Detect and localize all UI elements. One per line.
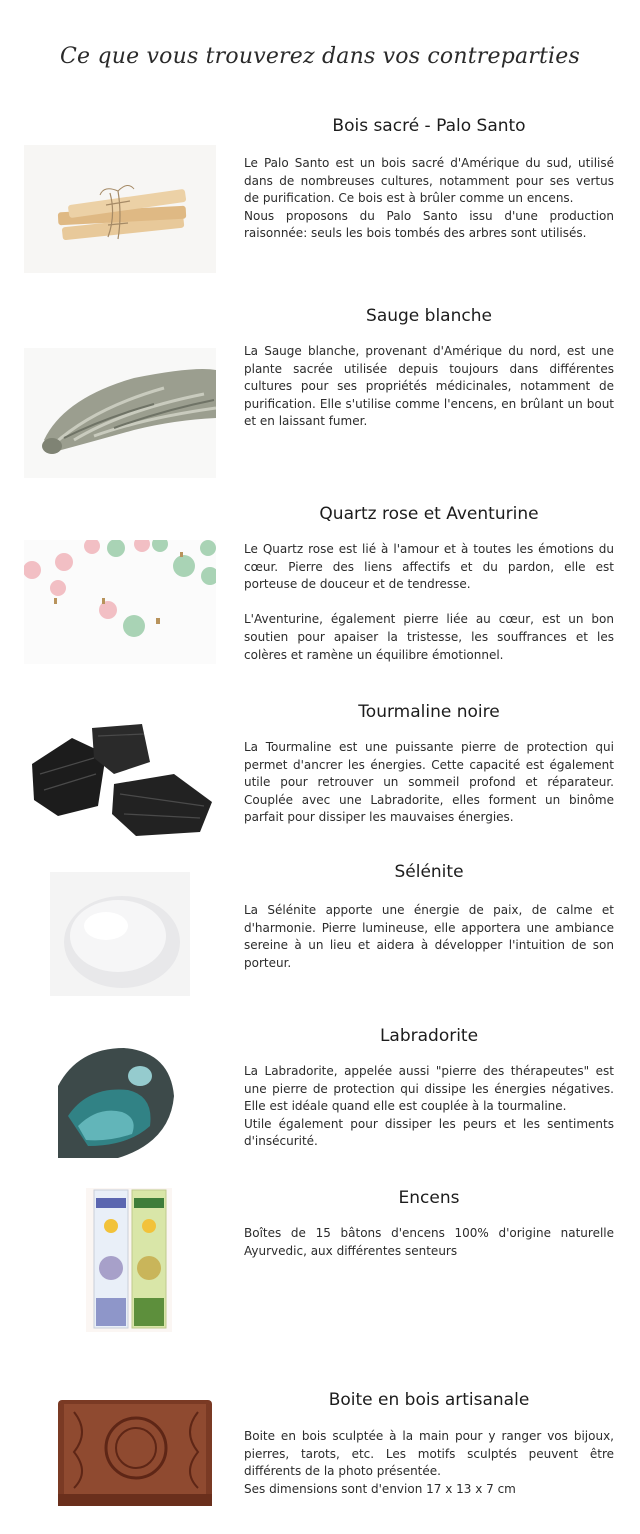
- section-text: Le Quartz rose est lié à l'amour et à toutes les émotions du cœur. Pierre des liens affectifs et du pardon, elle est porteuse de douceur et de tendresse. L'Aventurine, également pierre liée au cœur, est un bon soutien pour apaiser la tristesse, les souffrances et les colères et ramène un équilibre émotionnel.: [244, 542, 614, 662]
- page-title: Ce que vous trouverez dans vos contreparties: [60, 44, 580, 69]
- section-text: La Labradorite, appelée aussi "pierre des thérapeutes" est une pierre de protection qui dissipe les énergies négatives. Elle est idéale quand elle est couplée à la tourmaline. Utile également pour dissiper les peurs et les sentiments d'insécurité.: [244, 1064, 614, 1149]
- section-heading: Labradorite: [379, 1026, 479, 1046]
- section-heading: Encens: [398, 1188, 460, 1208]
- section-text: La Sélénite apporte une énergie de paix, de calme et d'harmonie. Pierre lumineuse, elle apportera une ambiance sereine à un lieu et aidera à développer l'intuition de son porteur.: [244, 903, 614, 970]
- heart-pendants-photo: [24, 540, 216, 664]
- black-tourmaline-photo: [24, 714, 216, 844]
- section-heading: Boite en bois artisanale: [328, 1390, 530, 1410]
- section-heading: Tourmaline noire: [358, 702, 500, 722]
- section-heading: Quartz rose et Aventurine: [319, 504, 539, 524]
- section-text: Boite en bois sculptée à la main pour y ranger vos bijoux, pierres, tarots, etc. Les motifs sculptés peuvent être différents de la photo présentée. Ses dimensions sont d'envion 17 x 13 x 7 cm: [244, 1429, 614, 1496]
- section-text: La Tourmaline est une puissante pierre de protection qui permet d'ancrer les énergies. Cette capacité est également utile pour retrouver un sommeil profond et réparateur. Couplée avec une Labradorite, elles forment un binôme parfait pour dissiper les mauvaises énergies.: [244, 740, 614, 825]
- section-heading: Bois sacré - Palo Santo: [332, 116, 526, 136]
- selenite-photo: [50, 872, 190, 996]
- section-heading: Sélénite: [394, 862, 464, 882]
- white-sage-photo: [24, 348, 216, 478]
- section-heading: Sauge blanche: [366, 306, 492, 326]
- section-text: La Sauge blanche, provenant d'Amérique du nord, est une plante sacrée utilisée depuis toujours dans différentes cultures pour ses propriétés médicinales, notamment de purification. Elle s'utilise comme l'encens, en brûlant un bout et en laissant fumer.: [244, 344, 614, 429]
- labradorite-photo: [58, 1046, 176, 1160]
- wooden-box-photo: [50, 1392, 216, 1510]
- incense-boxes-photo: [86, 1188, 172, 1332]
- section-text: Le Palo Santo est un bois sacré d'Amérique du sud, utilisé dans de nombreuses cultures, notamment pour ses vertus de purification. Ce bois est à brûler comme un encens. Nous proposons du Palo Santo issu d'une production raisonnée: seuls les bois tombés des arbres sont utilisés.: [244, 156, 614, 241]
- section-text: Boîtes de 15 bâtons d'encens 100% d'origine naturelle Ayurvedic, aux différentes senteurs: [244, 1226, 614, 1258]
- palo-santo-photo: [24, 145, 216, 273]
